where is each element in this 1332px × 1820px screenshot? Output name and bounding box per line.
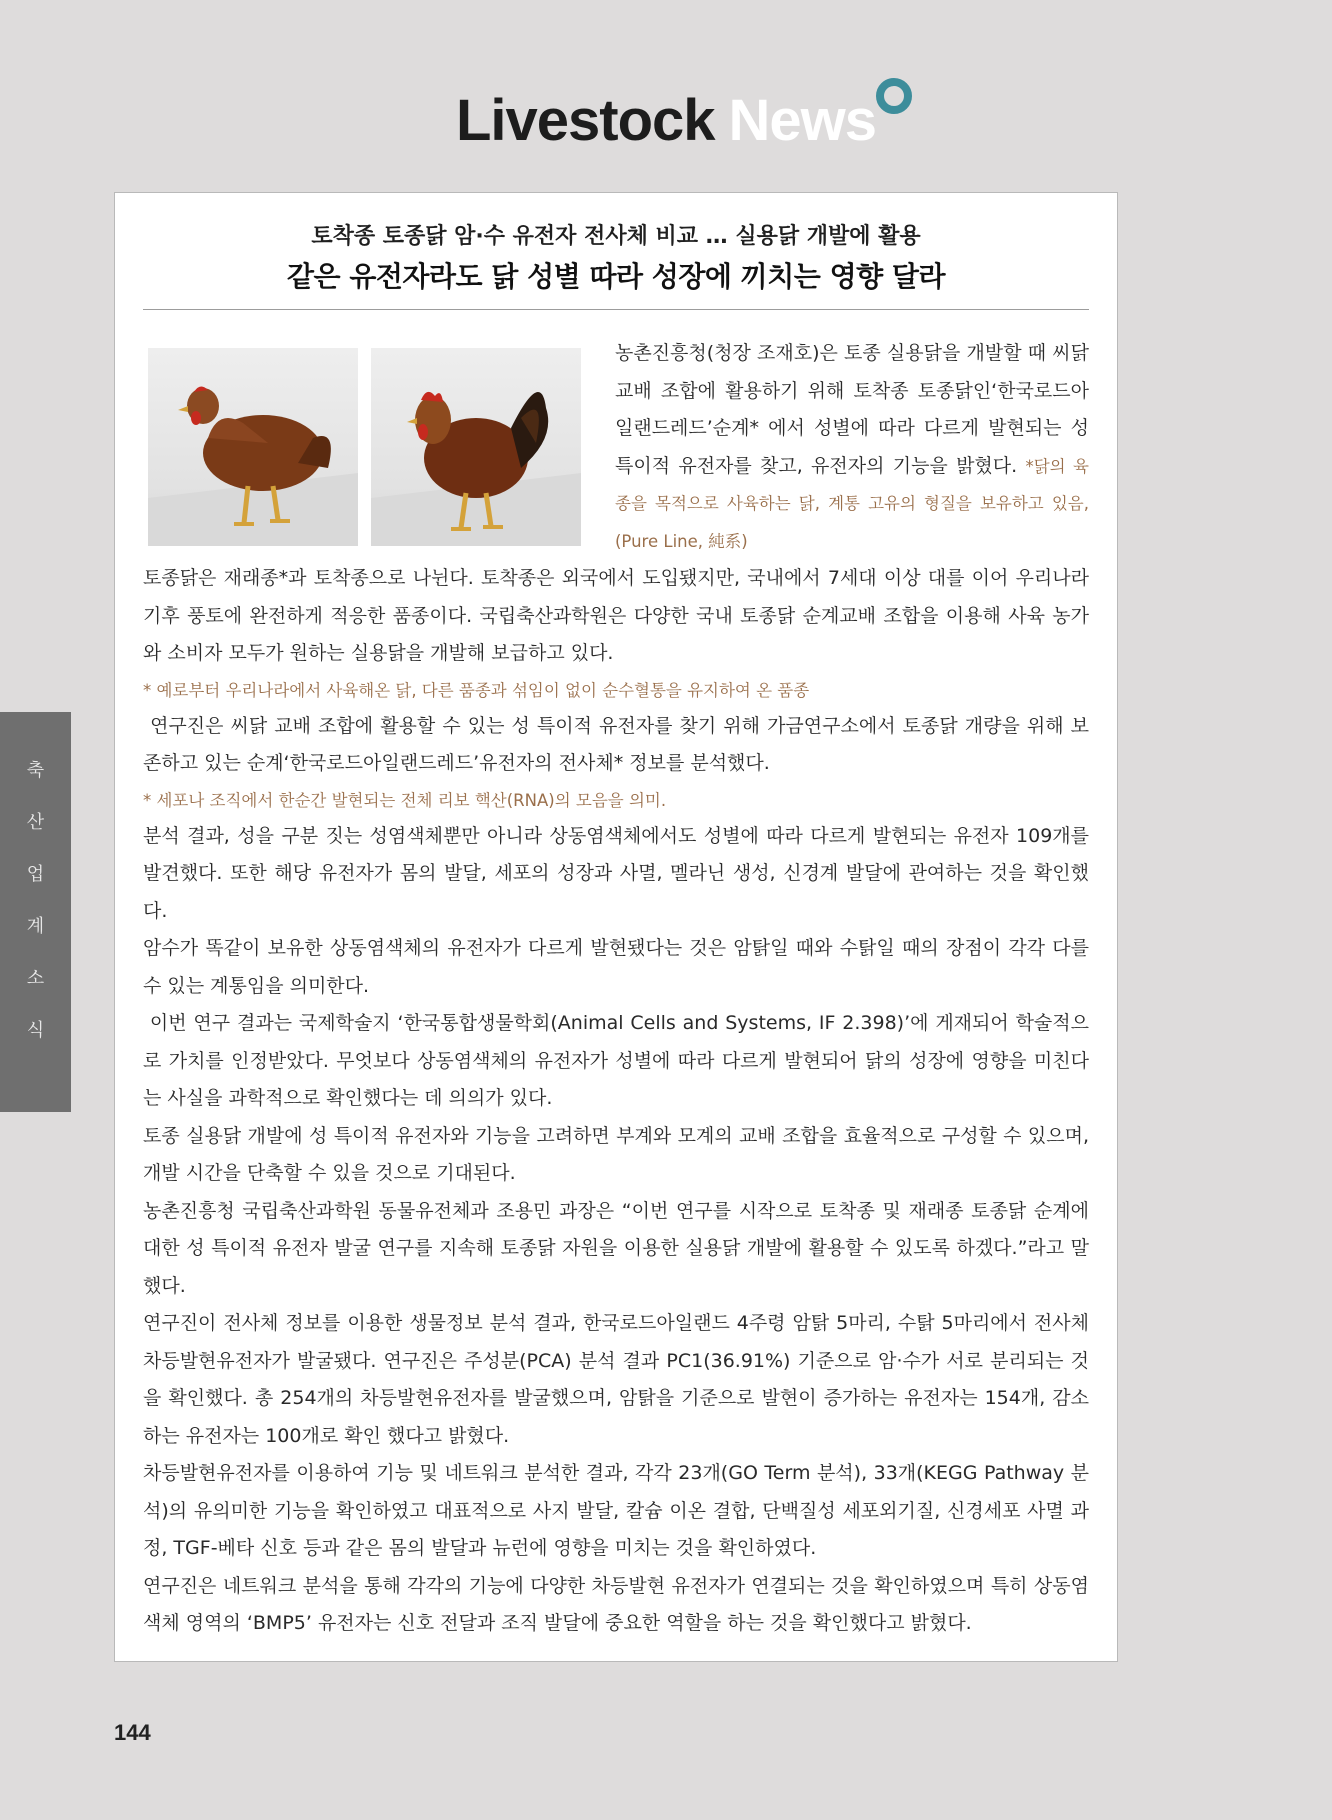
masthead <box>0 88 1332 153</box>
footnote: * 세포나 조직에서 한순간 발현되는 전체 리보 핵산(RNA)의 모음을 의미. <box>143 790 667 810</box>
intro-footnote: *닭의 육종을 목적으로 사육하는 닭, 계통 고유의 형질을 보유하고 있음, (Pure Line, 純系) <box>615 456 1089 551</box>
side-tab-char: 소 <box>26 968 45 989</box>
side-tab-char: 산 <box>26 812 45 833</box>
intro-text: 농촌진흥청(청장 조재호)은 토종 실용닭을 개발할 때 씨닭 교배 조합에 활용하기 위해 토착종 토종닭인‘한국로드아일랜드레드’순계* 에서 성별에 따라 다르게 발현되는 성 특이적 유전자를 찾고, 유전자의 기능을 밝혔다. <box>615 342 1089 477</box>
side-tab-char: 식 <box>26 1020 45 1041</box>
body-paragraph: 토종닭은 재래종*과 토착종으로 나뉜다. 토착종은 외국에서 도입됐지만, 국내에서 7세대 이상 대를 이어 우리나라 기후 풍토에 완전하게 적응한 품종이다. 국립축산과학원은 다양한 국내 토종닭 순계교배 조합을 이용해 사육 농가와 소비자 모두가 원하는 실용닭을 개발해 보급하고 있다. <box>143 567 1089 664</box>
article-headline: 같은 유전자라도 닭 성별 따라 성장에 끼치는 영향 달라 <box>286 260 946 293</box>
body-paragraph: 농촌진흥청 국립축산과학원 동물유전체과 조용민 과장은 “이번 연구를 시작으로 토착종 및 재래종 토종닭 순계에 대한 성 특이적 유전자 발굴 연구를 지속해 토종닭 자원을 이용한 실용닭 개발에 활용할 수 있도록 하겠다.”라고 말했다. <box>143 1199 1089 1297</box>
side-tab-char: 계 <box>26 916 45 937</box>
body-paragraph: 암수가 똑같이 보유한 상동염색체의 유전자가 다르게 발현됐다는 것은 암탉일 때와 수탉일 때의 장점이 각각 다를 수 있는 계통임을 의미한다. <box>143 937 1089 997</box>
side-tab-label <box>0 756 71 1042</box>
body-paragraph: 토종 실용닭 개발에 성 특이적 유전자와 기능을 고려하면 부계와 모계의 교배 조합을 효율적으로 구성할 수 있으며, 개발 시간을 단축할 수 있을 것으로 기대된다. <box>143 1124 1089 1184</box>
body-paragraph: 연구진이 전사체 정보를 이용한 생물정보 분석 결과, 한국로드아일랜드 4주령 암탉 5마리, 수탉 5마리에서 전사체 차등발현유전자가 발굴됐다. 연구진은 주성분(PCA) 분석 결과 PC1(36.91%) 기준으로 암·수가 서로 분리되는 것을 확인했다. 총 254개의 차등발현유전자를 발굴했으며, 암탉을 기준으로 발현이 증가하는 유전자는 154개, 감소하는 유전자는 100개로 확인 했다고 밝혔다. <box>143 1312 1089 1447</box>
article-subtitle: 토착종 토종닭 암·수 유전자 전사체 비교 … 실용닭 개발에 활용 <box>311 224 921 249</box>
body-paragraph: 연구진은 네트워크 분석을 통해 각각의 기능에 다양한 차등발현 유전자가 연결되는 것을 확인하였으며 특히 상동염색체 영역의 ‘BMP5’ 유전자는 신호 전달과 조직 발달에 중요한 역할을 하는 것을 확인했다고 밝혔다. <box>143 1574 1089 1634</box>
side-tab-char: 축 <box>26 760 45 781</box>
article-body <box>143 560 1089 1643</box>
body-paragraph: 분석 결과, 성을 구분 짓는 성염색체뿐만 아니라 상동염색체에서도 성별에 따라 다르게 발현되는 유전자 109개를 발견했다. 또한 해당 유전자가 몸의 발달, 세포의 성장과 사멸, 멜라닌 생성, 신경계 발달에 관여하는 것을 확인했다. <box>143 824 1089 922</box>
footnote: * 예로부터 우리나라에서 사육해온 닭, 다른 품종과 섞임이 없이 순수혈통을 유지하여 온 품종 <box>143 680 810 700</box>
hen-photo <box>148 348 358 546</box>
section-side-tab <box>0 712 71 1112</box>
article-card <box>114 192 1118 1662</box>
masthead-word-news: News <box>728 88 877 153</box>
intro-paragraph <box>615 335 1089 560</box>
circle-icon <box>876 78 912 114</box>
masthead-title <box>455 88 877 153</box>
body-paragraph: 차등발현유전자를 이용하여 기능 및 네트워크 분석한 결과, 각각 23개(GO Term 분석), 33개(KEGG Pathway 분석)의 유의미한 기능을 확인하였고 대표적으로 사지 발달, 칼슘 이온 결합, 단백질성 세포외기질, 신경세포 사멸 과정, TGF-베타 신호 등과 같은 몸의 발달과 뉴런에 영향을 미치는 것을 확인하였다. <box>143 1462 1089 1559</box>
rooster-photo <box>371 348 581 546</box>
headline-divider <box>143 309 1089 310</box>
body-paragraph: 연구진은 씨닭 교배 조합에 활용할 수 있는 성 특이적 유전자를 찾기 위해 가금연구소에서 토종닭 개량을 위해 보존하고 있는 순계‘한국로드아일랜드레드’유전자의 전사체* 정보를 분석했다. <box>143 714 1089 774</box>
masthead-word-livestock: Livestock <box>455 88 715 153</box>
body-paragraph: 이번 연구 결과는 국제학술지 ‘한국통합생물학회(Animal Cells and Systems, IF 2.398)’에 게재되어 학술적으로 가치를 인정받았다. 무엇보다 상동염색체의 유전자가 성별에 따라 다르게 발현되어 닭의 성장에 영향을 미친다는 사실을 과학적으로 확인했다는 데 의의가 있다. <box>143 1012 1089 1109</box>
side-tab-char: 업 <box>26 864 45 885</box>
page-number: 144 <box>114 1720 151 1745</box>
